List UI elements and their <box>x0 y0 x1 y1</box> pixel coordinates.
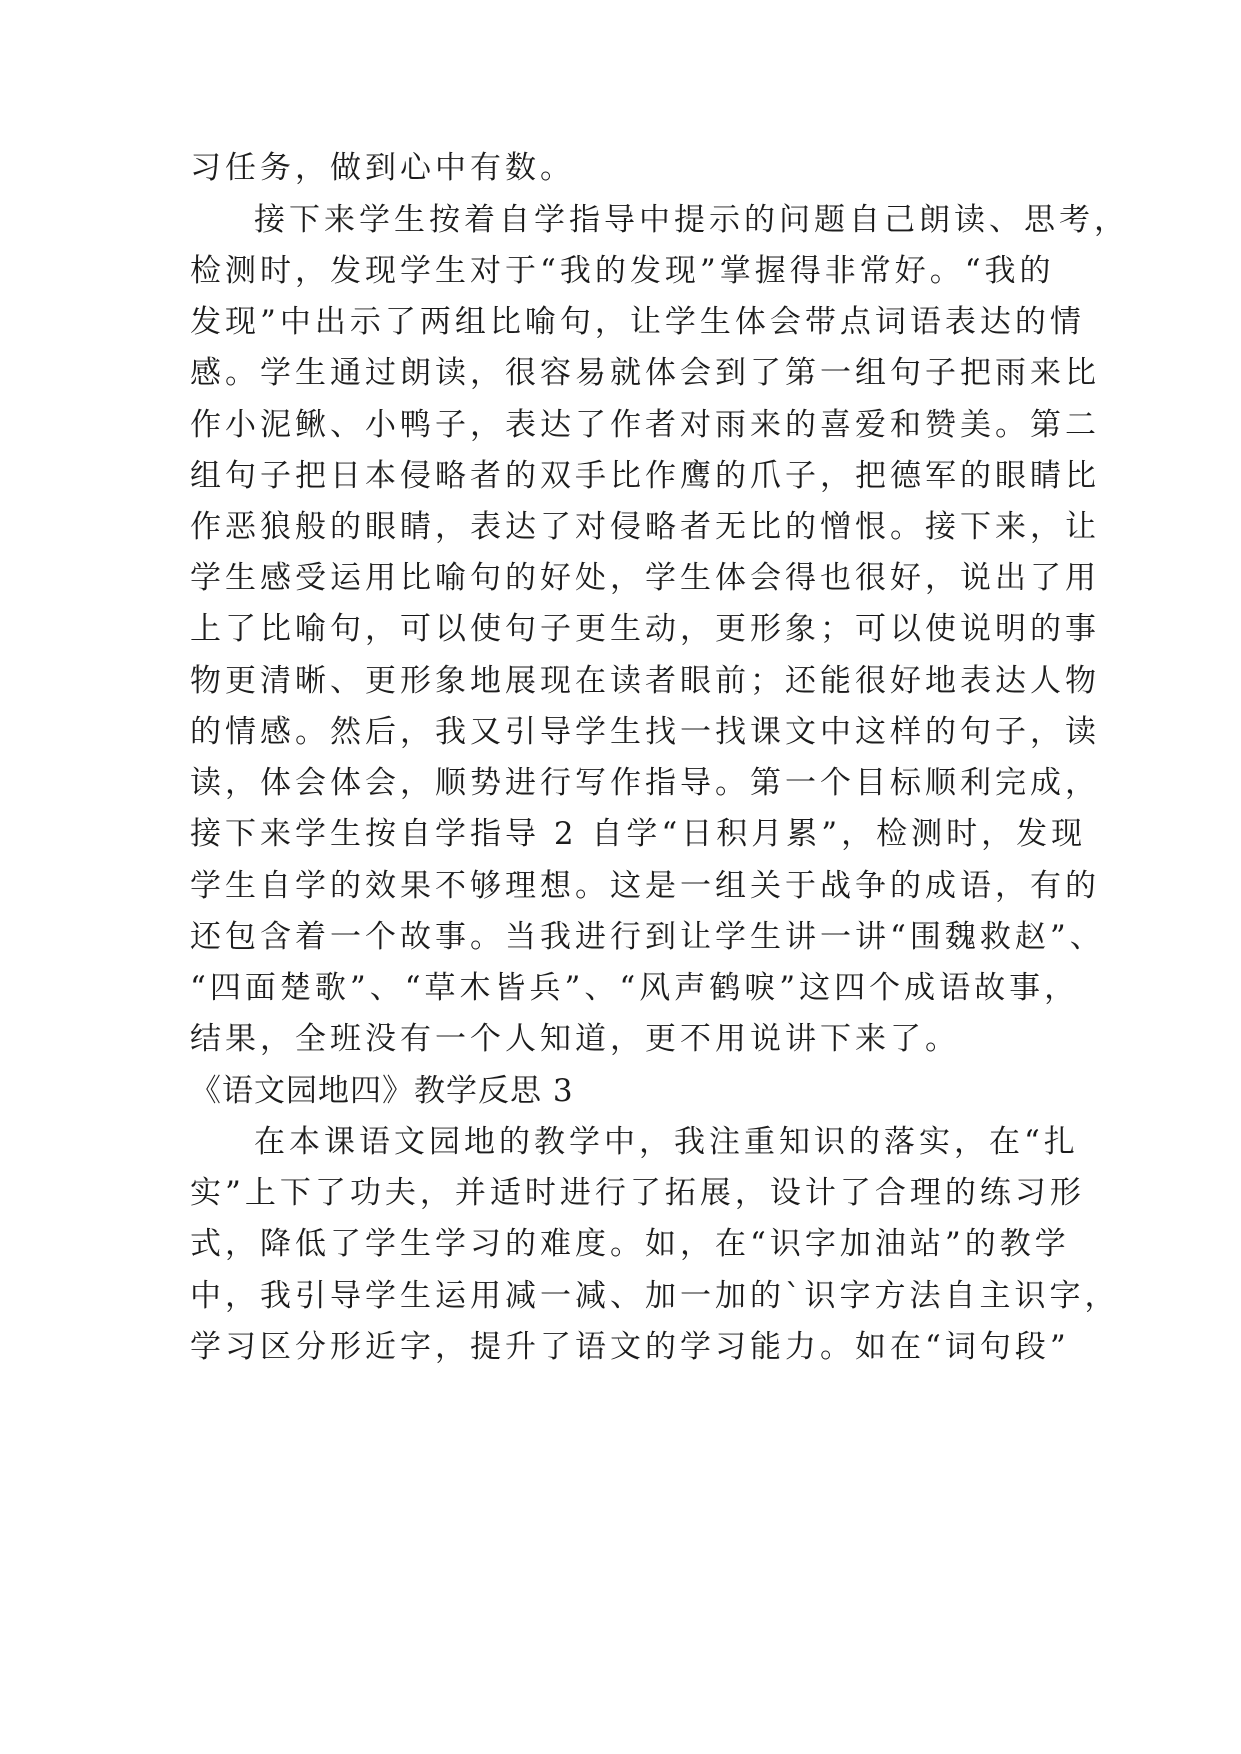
text-line: 组句子把日本侵略者的双手比作鹰的爪子，把德军的眼睛比 <box>190 458 1100 494</box>
text-line: “四面楚歌”、“草木皆兵”、“风声鹤唳”这四个成语故事， <box>190 970 1080 1006</box>
paragraph-first-line: 接下来学生按着自学指导中提示的问题自己朗读、思考， <box>254 202 1129 238</box>
text-line: 检测时，发现学生对于“我的发现”掌握得非常好。“我的 <box>190 253 1055 289</box>
text-line: 作小泥鳅、小鸭子，表达了作者对雨来的喜爱和赞美。第二 <box>190 407 1100 443</box>
text-line: 发现”中出示了两组比喻句，让学生体会带点词语表达的情 <box>190 304 1085 340</box>
text-line: 的情感。然后，我又引导学生找一找课文中这样的句子，读 <box>190 714 1100 750</box>
text-line: 结果，全班没有一个人知道，更不用说讲下来了。 <box>190 1021 960 1057</box>
text-line: 还包含着一个故事。当我进行到让学生讲一讲“围魏救赵”、 <box>190 919 1105 955</box>
text-line: 读，体会体会，顺势进行写作指导。第一个目标顺利完成， <box>190 765 1100 801</box>
text-line: 习任务，做到心中有数。 <box>190 150 575 186</box>
text-line: 学习区分形近字，提升了语文的学习能力。如在“词句段” <box>190 1329 1070 1365</box>
text-line: 上了比喻句，可以使句子更生动，更形象；可以使说明的事 <box>190 611 1100 647</box>
text-line: 接下来学生按自学指导 2 自学“日积月累”，检测时，发现 <box>190 816 1087 852</box>
text-line: 作恶狼般的眼睛，表达了对侵略者无比的憎恨。接下来，让 <box>190 509 1100 545</box>
text-line: 中，我引导学生运用减一减、加一加的`识字方法自主识字， <box>190 1278 1120 1314</box>
text-line: 学生感受运用比喻句的好处，学生体会得也很好，说出了用 <box>190 560 1100 596</box>
text-line: 学生自学的效果不够理想。这是一组关于战争的成语，有的 <box>190 868 1100 904</box>
text-line: 式，降低了学生学习的难度。如，在“识字加油站”的教学 <box>190 1226 1070 1262</box>
text-line: 物更清晰、更形象地展现在读者眼前；还能很好地表达人物 <box>190 663 1100 699</box>
section-heading: 《语文园地四》教学反思 3 <box>190 1073 574 1109</box>
paragraph-first-line: 在本课语文园地的教学中，我注重知识的落实，在“扎 <box>254 1124 1079 1160</box>
text-line: 感。学生通过朗读，很容易就体会到了第一组句子把雨来比 <box>190 355 1100 391</box>
text-line: 实”上下了功夫，并适时进行了拓展，设计了合理的练习形 <box>190 1175 1085 1211</box>
